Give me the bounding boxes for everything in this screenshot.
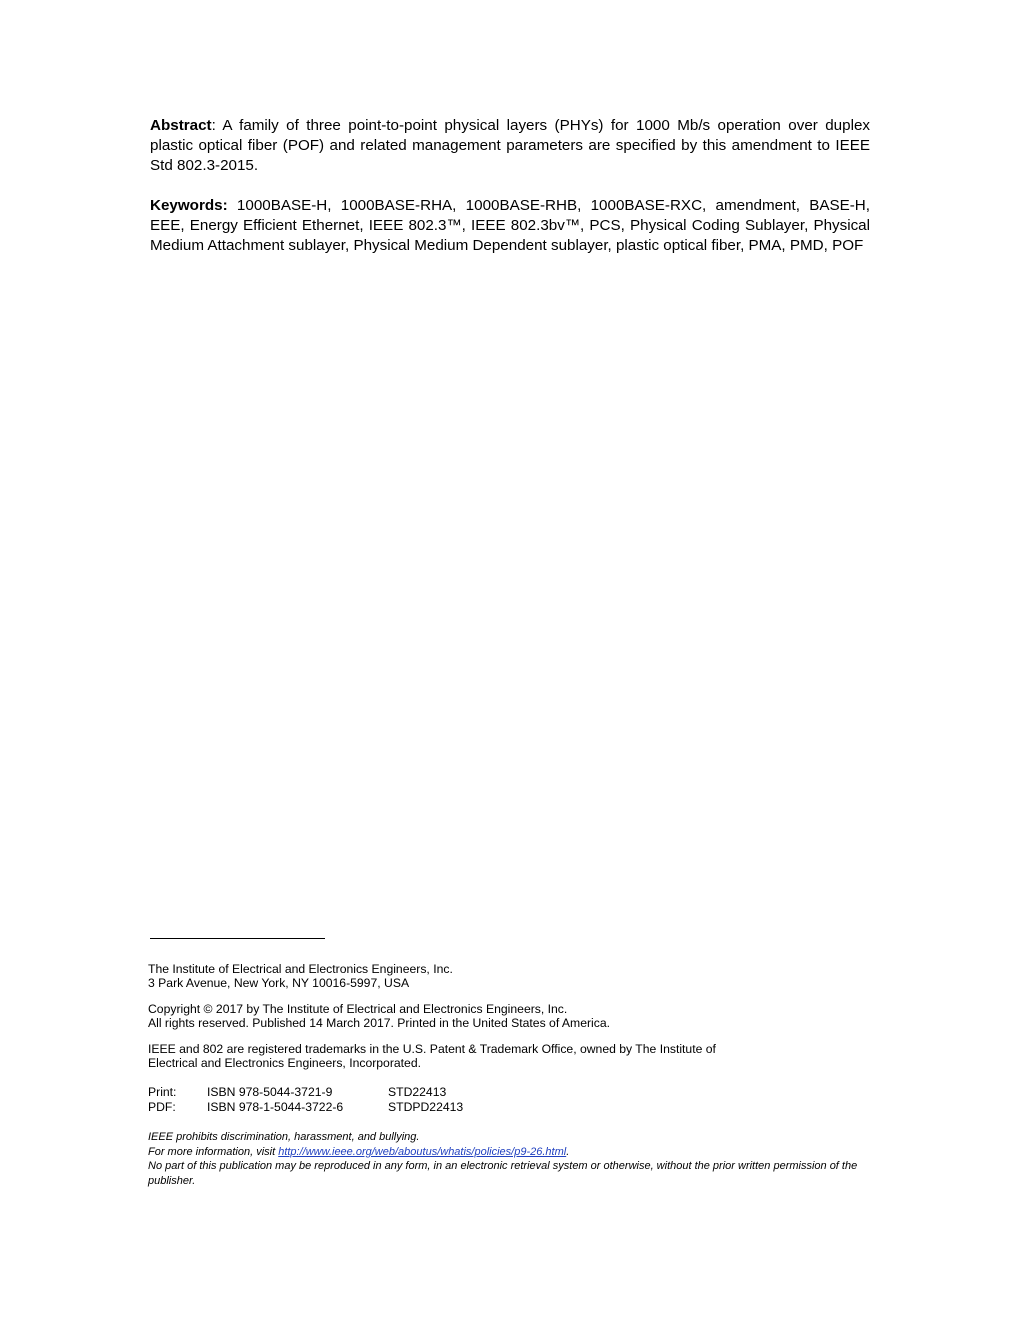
- abstract-label: Abstract: [150, 117, 212, 134]
- isbn-format: PDF:: [148, 1100, 176, 1114]
- keywords-label: Keywords:: [150, 197, 228, 214]
- discrimination-note: IEEE prohibits discrimination, harassment, and bullying.: [148, 1131, 420, 1143]
- keywords-paragraph: [150, 196, 870, 256]
- isbn-format: Print:: [148, 1085, 177, 1099]
- publisher-address: [148, 963, 453, 990]
- more-info-note: For more information, visit http://www.ieee.org/web/aboutus/whatis/policies/p9-26.html.: [148, 1145, 570, 1158]
- abstract-text: : A family of three point-to-point physical layers (PHYs) for 1000 Mb/s operation over duplex plastic optical fiber (POF) and related management parameters are specified by this amendment to IEEE Std 802.3-2015.: [150, 117, 870, 174]
- policy-link[interactable]: http://www.ieee.org/web/aboutus/whatis/policies/p9-26.html: [278, 1145, 567, 1158]
- copyright-notice: [148, 1003, 610, 1030]
- footnote-divider: [150, 938, 325, 939]
- trademark-line-2: Electrical and Electronics Engineers, Incorporated.: [148, 1055, 422, 1070]
- isbn-code: STD22413: [388, 1085, 447, 1099]
- trademark-line-1: IEEE and 802 are registered trademarks in the U.S. Patent & Trademark Office, owned by The Institute of: [148, 1042, 716, 1056]
- isbn-number: ISBN 978-1-5044-3722-6: [207, 1100, 344, 1114]
- reproduction-note: No part of this publication may be reproduced in any form, in an electronic retrieval system or otherwise, without the prior written permission of the publisher.: [148, 1160, 858, 1187]
- abstract-paragraph: [150, 116, 870, 176]
- legal-notes: [148, 1130, 870, 1188]
- rights-line: All rights reserved. Published 14 March 2017. Printed in the United States of America.: [148, 1015, 611, 1030]
- publisher-name: The Institute of Electrical and Electronics Engineers, Inc.: [148, 962, 453, 976]
- isbn-code: STDPD22413: [388, 1100, 464, 1114]
- copyright-line: Copyright © 2017 by The Institute of Electrical and Electronics Engineers, Inc.: [148, 1002, 568, 1016]
- keywords-text: 1000BASE-H, 1000BASE-RHA, 1000BASE-RHB, 1000BASE-RXC, amendment, BASE-H, EEE, Energy Efficient Ethernet, IEEE 802.3™, IEEE 802.3bv™, PCS, Physical Coding Sublayer, Physical Medium Attachment sublayer, Physical Medium Dependent sublayer, plastic optical fiber, PMA, PMD, POF: [150, 197, 870, 254]
- publisher-street: 3 Park Avenue, New York, NY 10016-5997, USA: [148, 975, 410, 990]
- isbn-number: ISBN 978-5044-3721-9: [207, 1085, 333, 1099]
- trademark-notice: [148, 1043, 716, 1070]
